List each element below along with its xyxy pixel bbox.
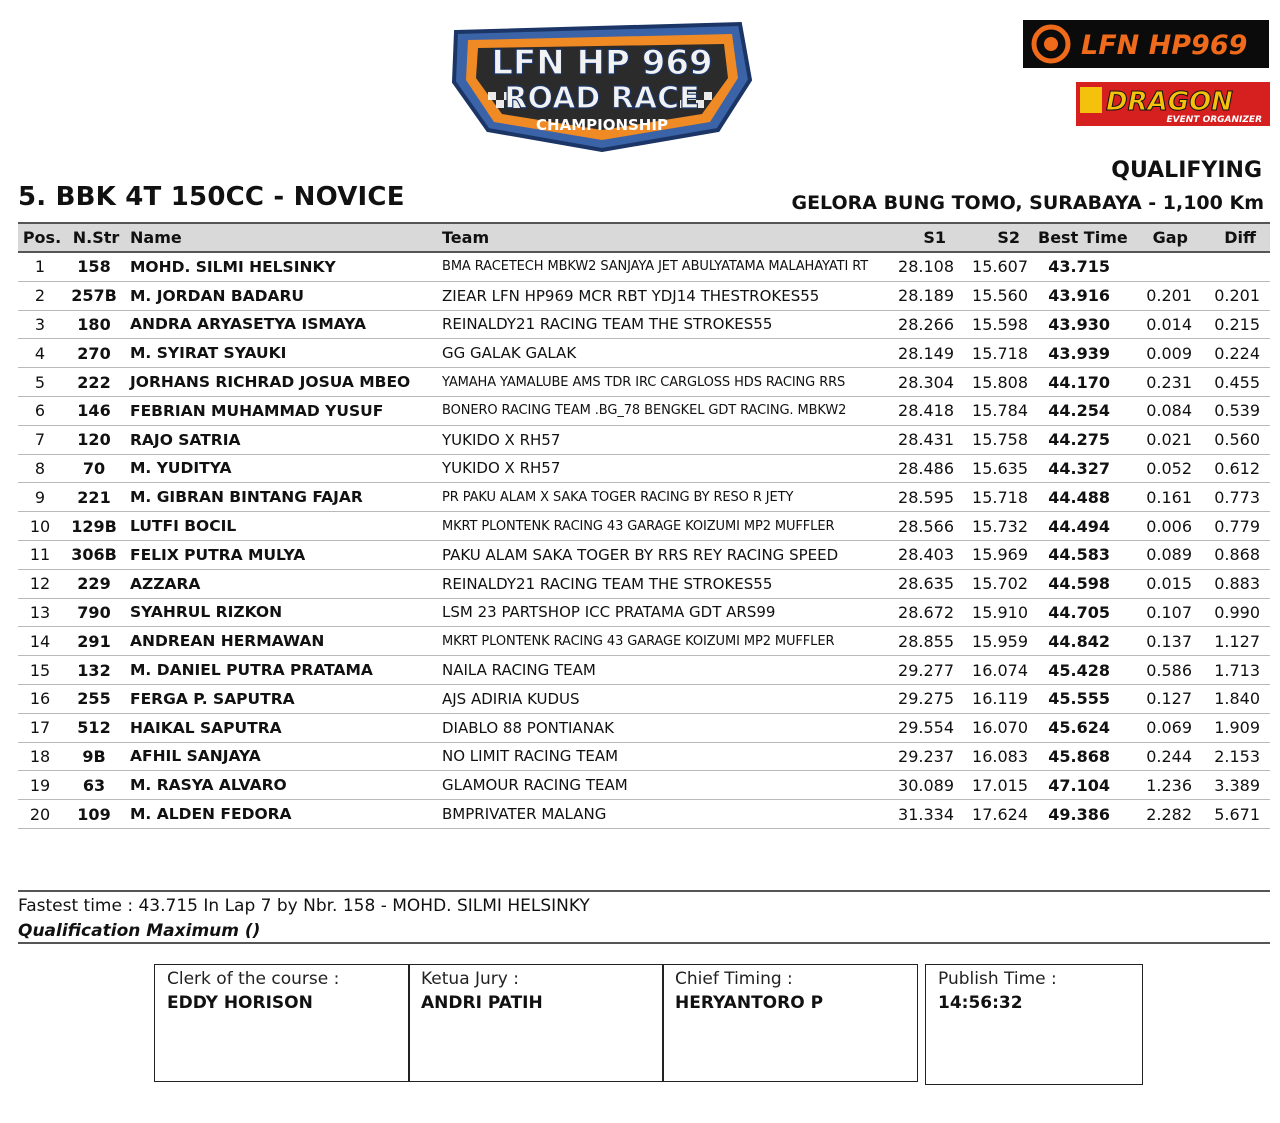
cell-gap: 0.014 xyxy=(1134,310,1202,339)
table-row xyxy=(18,339,1270,368)
cell-pos: 8 xyxy=(18,454,62,483)
cell-s2: 15.910 xyxy=(960,598,1034,627)
cell-team: BONERO RACING TEAM .BG_78 BENGKEL GDT RACING. MBKW2 xyxy=(438,396,886,425)
cell-gap: 0.006 xyxy=(1134,512,1202,541)
jury-value: ANDRI PATIH xyxy=(421,993,543,1013)
cell-rider-name: HAIKAL SAPUTRA xyxy=(126,713,438,742)
publish-time-box xyxy=(925,964,1143,1085)
cell-s1: 29.237 xyxy=(886,742,960,771)
cell-s1: 28.418 xyxy=(886,396,960,425)
cell-diff: 2.153 xyxy=(1202,742,1270,771)
cell-rider-name: M. SYIRAT SYAUKI xyxy=(126,339,438,368)
jury-box xyxy=(408,964,664,1082)
cell-diff: 0.883 xyxy=(1202,569,1270,598)
cell-gap xyxy=(1134,252,1202,281)
chief-timing-value: HERYANTORO P xyxy=(675,993,824,1013)
cell-diff: 0.215 xyxy=(1202,310,1270,339)
cell-best-time: 43.930 xyxy=(1034,310,1134,339)
cell-number: 790 xyxy=(62,598,126,627)
cell-team: NAILA RACING TEAM xyxy=(438,656,886,685)
cell-rider-name: RAJO SATRIA xyxy=(126,425,438,454)
cell-rider-name: M. JORDAN BADARU xyxy=(126,281,438,310)
cell-s2: 17.015 xyxy=(960,771,1034,800)
championship-logo xyxy=(448,18,756,152)
cell-team: LSM 23 PARTSHOP ICC PRATAMA GDT ARS99 xyxy=(438,598,886,627)
cell-rider-name: M. DANIEL PUTRA PRATAMA xyxy=(126,656,438,685)
cell-rider-name: M. GIBRAN BINTANG FAJAR xyxy=(126,483,438,512)
clerk-label: Clerk of the course : xyxy=(167,969,340,989)
cell-diff: 3.389 xyxy=(1202,771,1270,800)
cell-best-time: 45.555 xyxy=(1034,684,1134,713)
cell-pos: 16 xyxy=(18,684,62,713)
cell-diff: 1.127 xyxy=(1202,627,1270,656)
cell-team: AJS ADIRIA KUDUS xyxy=(438,684,886,713)
cell-pos: 11 xyxy=(18,540,62,569)
cell-diff: 0.224 xyxy=(1202,339,1270,368)
cell-number: 222 xyxy=(62,368,126,397)
cell-number: 146 xyxy=(62,396,126,425)
cell-number: 180 xyxy=(62,310,126,339)
cell-team: YUKIDO X RH57 xyxy=(438,454,886,483)
cell-team: GLAMOUR RACING TEAM xyxy=(438,771,886,800)
qualification-note: Qualification Maximum () xyxy=(18,921,261,941)
cell-gap: 0.084 xyxy=(1134,396,1202,425)
cell-gap: 0.107 xyxy=(1134,598,1202,627)
cell-s1: 28.486 xyxy=(886,454,960,483)
cell-best-time: 44.494 xyxy=(1034,512,1134,541)
cell-s2: 15.598 xyxy=(960,310,1034,339)
footer-divider-top xyxy=(18,890,1270,892)
header-nstr: N.Str xyxy=(62,223,126,252)
cell-s1: 30.089 xyxy=(886,771,960,800)
cell-pos: 7 xyxy=(18,425,62,454)
cell-number: 221 xyxy=(62,483,126,512)
table-row xyxy=(18,252,1270,281)
cell-gap: 0.015 xyxy=(1134,569,1202,598)
cell-diff: 1.713 xyxy=(1202,656,1270,685)
cell-diff: 0.779 xyxy=(1202,512,1270,541)
cell-gap: 0.586 xyxy=(1134,656,1202,685)
cell-best-time: 44.488 xyxy=(1034,483,1134,512)
table-row xyxy=(18,742,1270,771)
cell-best-time: 44.705 xyxy=(1034,598,1134,627)
cell-best-time: 45.868 xyxy=(1034,742,1134,771)
cell-team: REINALDY21 RACING TEAM THE STROKES55 xyxy=(438,310,886,339)
cell-s2: 15.808 xyxy=(960,368,1034,397)
cell-diff xyxy=(1202,252,1270,281)
logo-line-2: ROAD RACE xyxy=(504,81,700,116)
cell-diff: 0.773 xyxy=(1202,483,1270,512)
cell-diff: 0.539 xyxy=(1202,396,1270,425)
cell-number: 63 xyxy=(62,771,126,800)
clerk-box xyxy=(154,964,410,1082)
cell-number: 9B xyxy=(62,742,126,771)
cell-s2: 15.560 xyxy=(960,281,1034,310)
cell-rider-name: AZZARA xyxy=(126,569,438,598)
cell-number: 257B xyxy=(62,281,126,310)
table-row xyxy=(18,310,1270,339)
cell-rider-name: FERGA P. SAPUTRA xyxy=(126,684,438,713)
cell-rider-name: M. YUDITYA xyxy=(126,454,438,483)
cell-s1: 28.431 xyxy=(886,425,960,454)
table-header xyxy=(18,223,1270,252)
cell-s2: 15.702 xyxy=(960,569,1034,598)
cell-number: 132 xyxy=(62,656,126,685)
logo-line-1: LFN HP 969 xyxy=(491,43,713,83)
cell-pos: 20 xyxy=(18,800,62,829)
cell-gap: 0.127 xyxy=(1134,684,1202,713)
cell-number: 291 xyxy=(62,627,126,656)
cell-gap: 2.282 xyxy=(1134,800,1202,829)
cell-diff: 5.671 xyxy=(1202,800,1270,829)
cell-pos: 14 xyxy=(18,627,62,656)
cell-diff: 0.612 xyxy=(1202,454,1270,483)
cell-best-time: 44.170 xyxy=(1034,368,1134,397)
cell-pos: 5 xyxy=(18,368,62,397)
cell-number: 229 xyxy=(62,569,126,598)
jury-label: Ketua Jury : xyxy=(421,969,519,989)
cell-team: NO LIMIT RACING TEAM xyxy=(438,742,886,771)
cell-best-time: 43.939 xyxy=(1034,339,1134,368)
cell-gap: 0.137 xyxy=(1134,627,1202,656)
cell-pos: 3 xyxy=(18,310,62,339)
cell-s1: 28.149 xyxy=(886,339,960,368)
cell-s2: 15.718 xyxy=(960,339,1034,368)
cell-gap: 0.201 xyxy=(1134,281,1202,310)
table-row xyxy=(18,771,1270,800)
cell-gap: 0.021 xyxy=(1134,425,1202,454)
header-diff: Diff xyxy=(1202,223,1270,252)
footer-divider-bottom xyxy=(18,942,1270,944)
cell-gap: 0.069 xyxy=(1134,713,1202,742)
cell-pos: 15 xyxy=(18,656,62,685)
header-name: Name xyxy=(126,223,438,252)
cell-pos: 19 xyxy=(18,771,62,800)
cell-rider-name: FELIX PUTRA MULYA xyxy=(126,540,438,569)
cell-team: PAKU ALAM SAKA TOGER BY RRS REY RACING SPEED xyxy=(438,540,886,569)
session-type: QUALIFYING xyxy=(1111,158,1262,183)
cell-team: BMA RACETECH MBKW2 SANJAYA JET ABULYATAMA MALAHAYATI RT xyxy=(438,252,886,281)
sponsor-dragon-text: DRAGON xyxy=(1106,87,1233,117)
cell-number: 306B xyxy=(62,540,126,569)
cell-best-time: 44.275 xyxy=(1034,425,1134,454)
cell-pos: 1 xyxy=(18,252,62,281)
publish-time-value: 14:56:32 xyxy=(938,993,1023,1013)
cell-number: 129B xyxy=(62,512,126,541)
cell-rider-name: SYAHRUL RIZKON xyxy=(126,598,438,627)
venue: GELORA BUNG TOMO, SURABAYA - 1,100 Km xyxy=(791,192,1264,214)
header-s1: S1 xyxy=(886,223,960,252)
cell-s1: 28.266 xyxy=(886,310,960,339)
table-row xyxy=(18,656,1270,685)
results-body xyxy=(18,252,1270,828)
cell-rider-name: FEBRIAN MUHAMMAD YUSUF xyxy=(126,396,438,425)
cell-best-time: 43.916 xyxy=(1034,281,1134,310)
cell-team: MKRT PLONTENK RACING 43 GARAGE KOIZUMI MP2 MUFFLER xyxy=(438,512,886,541)
cell-pos: 18 xyxy=(18,742,62,771)
sponsor-dragon-logo xyxy=(1076,82,1270,126)
cell-pos: 2 xyxy=(18,281,62,310)
cell-gap: 0.052 xyxy=(1134,454,1202,483)
table-row xyxy=(18,627,1270,656)
cell-s1: 28.304 xyxy=(886,368,960,397)
cell-number: 109 xyxy=(62,800,126,829)
cell-team: REINALDY21 RACING TEAM THE STROKES55 xyxy=(438,569,886,598)
sponsor-dragon-subtext: EVENT ORGANIZER xyxy=(1166,115,1262,125)
sponsor-lfn-text: LFN HP969 xyxy=(1081,30,1248,61)
cell-s2: 15.784 xyxy=(960,396,1034,425)
cell-s1: 28.595 xyxy=(886,483,960,512)
cell-pos: 17 xyxy=(18,713,62,742)
cell-diff: 0.990 xyxy=(1202,598,1270,627)
cell-s2: 15.959 xyxy=(960,627,1034,656)
cell-s2: 15.758 xyxy=(960,425,1034,454)
clerk-value: EDDY HORISON xyxy=(167,993,313,1013)
cell-gap: 0.161 xyxy=(1134,483,1202,512)
cell-diff: 0.868 xyxy=(1202,540,1270,569)
cell-pos: 4 xyxy=(18,339,62,368)
table-row xyxy=(18,800,1270,829)
cell-diff: 0.560 xyxy=(1202,425,1270,454)
chief-timing-label: Chief Timing : xyxy=(675,969,793,989)
header-best: Best Time xyxy=(1034,223,1134,252)
cell-best-time: 47.104 xyxy=(1034,771,1134,800)
cell-best-time: 45.624 xyxy=(1034,713,1134,742)
cell-rider-name: MOHD. SILMI HELSINKY xyxy=(126,252,438,281)
cell-team: GG GALAK GALAK xyxy=(438,339,886,368)
table-row xyxy=(18,368,1270,397)
cell-s1: 31.334 xyxy=(886,800,960,829)
cell-rider-name: M. ALDEN FEDORA xyxy=(126,800,438,829)
cell-gap: 0.009 xyxy=(1134,339,1202,368)
fastest-time: Fastest time : 43.715 In Lap 7 by Nbr. 158 - MOHD. SILMI HELSINKY xyxy=(18,896,590,916)
table-row xyxy=(18,512,1270,541)
table-row xyxy=(18,454,1270,483)
cell-number: 158 xyxy=(62,252,126,281)
cell-s1: 29.275 xyxy=(886,684,960,713)
cell-team: ZIEAR LFN HP969 MCR RBT YDJ14 THESTROKES55 xyxy=(438,281,886,310)
cell-s2: 16.119 xyxy=(960,684,1034,713)
cell-number: 270 xyxy=(62,339,126,368)
cell-pos: 6 xyxy=(18,396,62,425)
cell-rider-name: LUTFI BOCIL xyxy=(126,512,438,541)
cell-s2: 15.732 xyxy=(960,512,1034,541)
cell-diff: 1.909 xyxy=(1202,713,1270,742)
table-row xyxy=(18,483,1270,512)
cell-gap: 1.236 xyxy=(1134,771,1202,800)
table-row xyxy=(18,684,1270,713)
cell-rider-name: JORHANS RICHRAD JOSUA MBEO xyxy=(126,368,438,397)
cell-s1: 29.554 xyxy=(886,713,960,742)
cell-best-time: 43.715 xyxy=(1034,252,1134,281)
cell-rider-name: ANDREAN HERMAWAN xyxy=(126,627,438,656)
header-pos: Pos. xyxy=(18,223,62,252)
cell-team: BMPRIVATER MALANG xyxy=(438,800,886,829)
cell-gap: 0.231 xyxy=(1134,368,1202,397)
cell-team: PR PAKU ALAM X SAKA TOGER RACING BY RESO R JETY xyxy=(438,483,886,512)
cell-s2: 15.969 xyxy=(960,540,1034,569)
cell-diff: 1.840 xyxy=(1202,684,1270,713)
cell-gap: 0.244 xyxy=(1134,742,1202,771)
header-s2: S2 xyxy=(960,223,1034,252)
cell-s1: 28.108 xyxy=(886,252,960,281)
cell-s2: 17.624 xyxy=(960,800,1034,829)
cell-s1: 28.189 xyxy=(886,281,960,310)
cell-best-time: 44.598 xyxy=(1034,569,1134,598)
cell-best-time: 44.254 xyxy=(1034,396,1134,425)
cell-s1: 28.566 xyxy=(886,512,960,541)
cell-s2: 15.607 xyxy=(960,252,1034,281)
table-row xyxy=(18,425,1270,454)
cell-pos: 10 xyxy=(18,512,62,541)
table-row xyxy=(18,281,1270,310)
cell-team: DIABLO 88 PONTIANAK xyxy=(438,713,886,742)
cell-rider-name: M. RASYA ALVARO xyxy=(126,771,438,800)
cell-gap: 0.089 xyxy=(1134,540,1202,569)
cell-s1: 29.277 xyxy=(886,656,960,685)
cell-best-time: 44.583 xyxy=(1034,540,1134,569)
results-table xyxy=(18,222,1270,829)
logo-line-3: CHAMPIONSHIP xyxy=(536,116,668,134)
cell-s2: 15.635 xyxy=(960,454,1034,483)
cell-best-time: 44.842 xyxy=(1034,627,1134,656)
cell-s1: 28.672 xyxy=(886,598,960,627)
header-team: Team xyxy=(438,223,886,252)
cell-diff: 0.201 xyxy=(1202,281,1270,310)
cell-best-time: 49.386 xyxy=(1034,800,1134,829)
cell-diff: 0.455 xyxy=(1202,368,1270,397)
sponsor-lfn-logo xyxy=(1023,20,1269,68)
cell-s1: 28.855 xyxy=(886,627,960,656)
table-row xyxy=(18,598,1270,627)
cell-best-time: 44.327 xyxy=(1034,454,1134,483)
cell-team: MKRT PLONTENK RACING 43 GARAGE KOIZUMI MP2 MUFFLER xyxy=(438,627,886,656)
cell-s1: 28.635 xyxy=(886,569,960,598)
cell-rider-name: AFHIL SANJAYA xyxy=(126,742,438,771)
table-row xyxy=(18,540,1270,569)
table-row xyxy=(18,396,1270,425)
table-row xyxy=(18,713,1270,742)
cell-s2: 15.718 xyxy=(960,483,1034,512)
cell-rider-name: ANDRA ARYASETYA ISMAYA xyxy=(126,310,438,339)
cell-team: YUKIDO X RH57 xyxy=(438,425,886,454)
table-row xyxy=(18,569,1270,598)
cell-number: 512 xyxy=(62,713,126,742)
cell-s2: 16.074 xyxy=(960,656,1034,685)
cell-s2: 16.083 xyxy=(960,742,1034,771)
cell-number: 255 xyxy=(62,684,126,713)
cell-number: 70 xyxy=(62,454,126,483)
cell-s1: 28.403 xyxy=(886,540,960,569)
cell-team: YAMAHA YAMALUBE AMS TDR IRC CARGLOSS HDS RACING RRS xyxy=(438,368,886,397)
header-gap: Gap xyxy=(1134,223,1202,252)
cell-best-time: 45.428 xyxy=(1034,656,1134,685)
cell-s2: 16.070 xyxy=(960,713,1034,742)
publish-time-label: Publish Time : xyxy=(938,969,1057,989)
cell-pos: 12 xyxy=(18,569,62,598)
event-title: 5. BBK 4T 150CC - NOVICE xyxy=(18,182,405,212)
cell-pos: 13 xyxy=(18,598,62,627)
cell-pos: 9 xyxy=(18,483,62,512)
cell-number: 120 xyxy=(62,425,126,454)
chief-timing-box xyxy=(662,964,918,1082)
